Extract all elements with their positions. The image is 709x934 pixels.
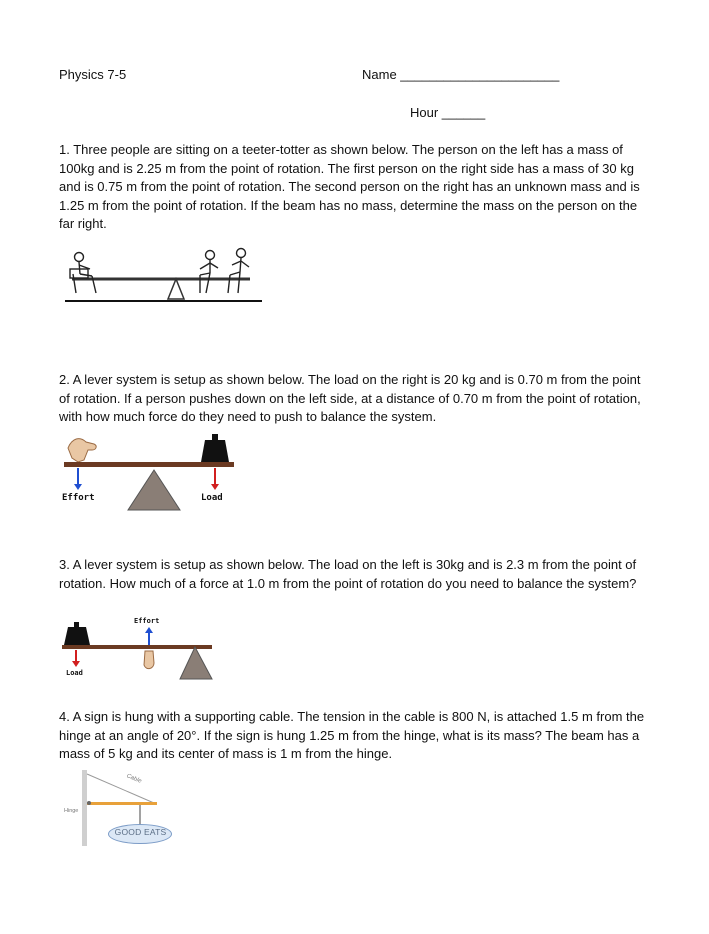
pivot-icon — [168, 279, 184, 299]
question-3-text: 3. A lever system is setup as shown below. The load on the left is 30kg and is 2.3 m from the point of rotation. How much of a force at 1.0 m from the point of rotation do you need to balance the system? — [59, 557, 637, 591]
question-1-text: 1. Three people are sitting on a teeter-totter as shown below. The person on the left has a mass of 100kg and is 2.25 m from the point of rotation. The first person on the right side has a mass of 30 kg and is 0.75 m from the point of rotation. The second person on the right has an unknown mass and is 1.25 m from the point of rotation. If the beam has no mass, determine the mass on the person on the far right. — [59, 142, 640, 231]
hand-icon — [68, 439, 96, 462]
load-label: Load — [201, 493, 223, 503]
lever-beam — [62, 645, 212, 649]
question-2-text: 2. A lever system is setup as shown below. The load on the right is 20 kg and is 0.70 m from the point of rotation. If a person pushes down on the left side, at a distance of 0.70 m from the point of rotation, with how much force do they need to push to balance the system. — [59, 372, 641, 424]
hour-field[interactable]: Hour ______ — [410, 105, 486, 120]
lever-figure-3 — [62, 615, 217, 685]
effort-label: Effort — [134, 617, 160, 625]
wall — [82, 770, 87, 846]
hinge-icon — [87, 801, 91, 805]
fulcrum-icon — [128, 470, 180, 510]
person-right-2-icon — [228, 249, 249, 294]
cable-line — [87, 774, 154, 803]
hand-icon — [144, 651, 154, 669]
course-title: Physics 7-5 — [59, 67, 127, 82]
load-label: Load — [66, 669, 83, 677]
person-right-1-icon — [200, 251, 218, 294]
question-4-text: 4. A sign is hung with a supporting cable. The tension in the cable is 800 N, is attached 1.5 m from the hinge at an angle of 20°. If the sign is hung 1.25 m from the hinge, what is its mass? The beam has a mass of 5 kg and its center of mass is 1 m from the hinge. — [59, 709, 645, 761]
sign-figure — [62, 768, 177, 848]
effort-label: Effort — [62, 493, 95, 503]
lever-beam — [64, 462, 234, 467]
load-weight-icon — [201, 434, 229, 462]
person-left-icon — [70, 253, 96, 294]
cable-label: Cable — [125, 773, 143, 785]
teeter-totter-figure — [60, 243, 265, 305]
name-field[interactable]: Name ______________________ — [362, 67, 560, 82]
sign-label: GOOD EATS — [114, 827, 167, 837]
hinge-label: Hinge — [64, 808, 79, 814]
sign-beam — [87, 802, 157, 805]
lever-figure-2 — [58, 432, 238, 512]
fulcrum-icon — [180, 647, 212, 679]
load-weight-icon — [64, 622, 90, 645]
